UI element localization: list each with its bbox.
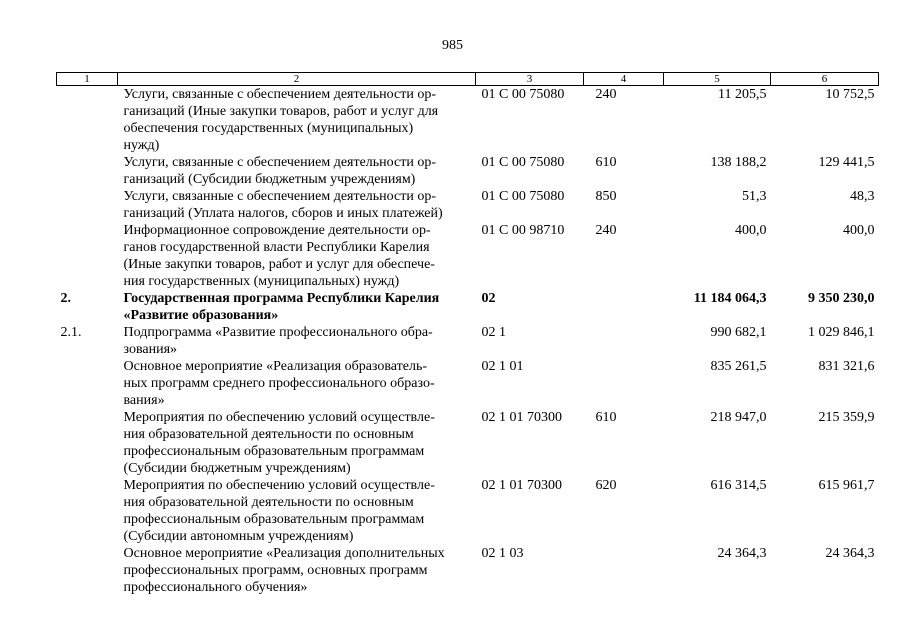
row-name xyxy=(118,290,476,324)
row-code: 01 С 00 75080 xyxy=(481,155,565,170)
page-number: 985 xyxy=(442,38,463,53)
row-name-line: Услуги, связанные с обеспечением деятельности ор- xyxy=(123,155,436,170)
table-row xyxy=(57,154,879,188)
row-name-line: обеспечения государственных (муниципальных) xyxy=(123,121,414,136)
row-amount-year1: 24 364,3 xyxy=(717,546,767,561)
row-name-line: зования» xyxy=(123,342,178,357)
row-expense-type: 610 xyxy=(595,410,617,425)
row-amount-year2: 831 321,6 xyxy=(818,359,875,374)
row-name xyxy=(118,545,476,596)
row-expense-type: 850 xyxy=(595,189,617,204)
row-code: 02 1 01 xyxy=(481,359,524,374)
row-amount-year2: 129 441,5 xyxy=(818,155,875,170)
row-amount-year1: 835 261,5 xyxy=(710,359,767,374)
table-body xyxy=(57,86,879,597)
row-amount-year1: 616 314,5 xyxy=(710,478,767,493)
row-amount-year1: 138 188,2 xyxy=(710,155,767,170)
row-number xyxy=(57,188,118,222)
row-code: 02 1 xyxy=(481,325,506,340)
row-name-line: ганизаций (Субсидии бюджетным учреждениям) xyxy=(123,172,416,187)
row-name xyxy=(118,154,476,188)
row-name-line: Услуги, связанные с обеспечением деятельности ор- xyxy=(123,189,436,204)
row-code: 01 С 00 75080 xyxy=(481,87,565,102)
row-code: 02 1 01 70300 xyxy=(481,410,562,425)
table-row xyxy=(57,188,879,222)
row-name xyxy=(118,409,476,477)
row-name xyxy=(118,188,476,222)
row-code: 02 xyxy=(481,291,496,306)
row-code: 02 1 03 xyxy=(481,546,524,561)
row-amount-year2: 24 364,3 xyxy=(825,546,875,561)
table-row xyxy=(57,409,879,477)
row-number xyxy=(57,477,118,545)
row-amount-year1: 990 682,1 xyxy=(710,325,767,340)
row-expense-type: 610 xyxy=(595,155,617,170)
row-amount-year2: 48,3 xyxy=(850,189,875,204)
row-amount-year2: 215 359,9 xyxy=(818,410,875,425)
row-number xyxy=(57,409,118,477)
row-name xyxy=(118,358,476,409)
row-name-line: ния образовательной деятельности по основным xyxy=(123,495,414,510)
row-expense-type: 240 xyxy=(595,223,617,238)
row-expense-type xyxy=(584,358,664,409)
row-name xyxy=(118,86,476,155)
row-amount-year2: 10 752,5 xyxy=(825,87,875,102)
row-name xyxy=(118,222,476,290)
column-header-2: 2 xyxy=(118,73,476,86)
row-amount-year1: 218 947,0 xyxy=(710,410,767,425)
row-name-line: (Иные закупки товаров, работ и услуг для обеспече- xyxy=(123,257,435,272)
column-header-6: 6 xyxy=(771,73,879,86)
table-row xyxy=(57,222,879,290)
row-expense-type xyxy=(584,545,664,596)
row-expense-type xyxy=(584,290,664,324)
row-name-line: ния государственных (муниципальных) нужд) xyxy=(123,274,400,289)
column-number-row xyxy=(57,73,879,86)
row-name-line: Услуги, связанные с обеспечением деятельности ор- xyxy=(123,87,436,102)
row-name-line: ния образовательной деятельности по основным xyxy=(123,427,414,442)
row-name xyxy=(118,477,476,545)
row-number xyxy=(57,222,118,290)
row-expense-type: 240 xyxy=(595,87,617,102)
row-amount-year2: 1 029 846,1 xyxy=(808,325,875,340)
row-name-line: Основное мероприятие «Реализация дополнительных xyxy=(123,546,445,561)
column-header-3: 3 xyxy=(476,73,584,86)
row-number: 2. xyxy=(60,291,71,306)
row-amount-year2: 9 350 230,0 xyxy=(808,291,875,306)
row-name-line: ных программ среднего профессионального образо- xyxy=(123,376,435,391)
row-name-line: «Развитие образования» xyxy=(123,308,279,323)
row-name-line: ганизаций (Уплата налогов, сборов и иных платежей) xyxy=(123,206,443,221)
table-row xyxy=(57,290,879,324)
row-name xyxy=(118,324,476,358)
row-amount-year1: 400,0 xyxy=(735,223,767,238)
row-name-line: Основное мероприятие «Реализация образователь- xyxy=(123,359,428,374)
table-row xyxy=(57,358,879,409)
table-header xyxy=(57,73,879,86)
row-expense-type xyxy=(584,324,664,358)
row-code: 01 С 00 75080 xyxy=(481,189,565,204)
row-name-line: (Субсидии автономным учреждениям) xyxy=(123,529,354,544)
row-code: 02 1 01 70300 xyxy=(481,478,562,493)
column-header-5: 5 xyxy=(664,73,771,86)
table-row xyxy=(57,324,879,358)
row-number xyxy=(57,358,118,409)
row-name-line: ганов государственной власти Республики Карелия xyxy=(123,240,430,255)
row-amount-year2: 615 961,7 xyxy=(818,478,875,493)
row-amount-year1: 51,3 xyxy=(742,189,767,204)
row-name-line: Мероприятия по обеспечению условий осуществле- xyxy=(123,478,435,493)
table-row xyxy=(57,477,879,545)
row-code: 01 С 00 98710 xyxy=(481,223,565,238)
row-name-line: Подпрограмма «Развитие профессионального обра- xyxy=(123,325,433,340)
row-number: 2.1. xyxy=(60,325,82,340)
row-name-line: ганизаций (Иные закупки товаров, работ и услуг для xyxy=(123,104,439,119)
row-amount-year2: 400,0 xyxy=(843,223,875,238)
table-row xyxy=(57,86,879,155)
budget-table xyxy=(56,72,879,596)
row-amount-year1: 11 205,5 xyxy=(718,87,767,102)
row-number xyxy=(57,86,118,155)
row-name-line: Государственная программа Республики Карелия xyxy=(123,291,440,306)
row-name-line: профессионального обучения» xyxy=(123,580,308,595)
row-name-line: Информационное сопровождение деятельности ор- xyxy=(123,223,431,238)
row-name-line: вания» xyxy=(123,393,165,408)
row-name-line: профессиональных программ, основных программ xyxy=(123,563,428,578)
column-header-1: 1 xyxy=(57,73,118,86)
row-name-line: Мероприятия по обеспечению условий осуществле- xyxy=(123,410,435,425)
row-amount-year1: 11 184 064,3 xyxy=(693,291,767,306)
row-number xyxy=(57,154,118,188)
row-number xyxy=(57,545,118,596)
column-header-4: 4 xyxy=(584,73,664,86)
table-row xyxy=(57,545,879,596)
row-expense-type: 620 xyxy=(595,478,617,493)
row-name-line: (Субсидии бюджетным учреждениям) xyxy=(123,461,351,476)
row-name-line: нужд) xyxy=(123,138,160,153)
row-name-line: профессиональным образовательным программам xyxy=(123,512,425,527)
row-name-line: профессиональным образовательным программам xyxy=(123,444,425,459)
